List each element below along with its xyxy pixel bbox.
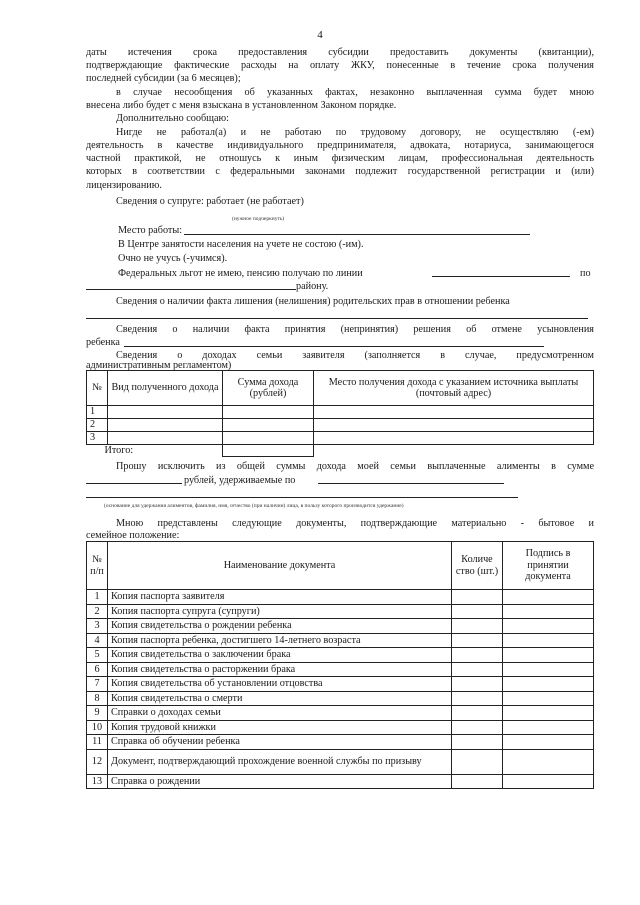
- income-cell[interactable]: [314, 419, 594, 432]
- study-line: Очно не учусь (-учимся).: [118, 253, 228, 264]
- spouse-info: Сведения о супруге: работает (не работает): [116, 196, 304, 207]
- docs-row: [87, 590, 594, 605]
- docs-row-name: Копия свидетельства об установлении отцовства: [108, 677, 452, 692]
- docs-sign-cell[interactable]: [503, 774, 594, 789]
- docs-sign-cell[interactable]: [503, 691, 594, 706]
- docs-row-name: Справка об обучении ребенка: [108, 735, 452, 750]
- docs-sign-cell[interactable]: [503, 619, 594, 634]
- text-line-5: внесена либо будет с меня взыскана в установленном Законом порядке.: [86, 100, 397, 111]
- workplace-field[interactable]: [184, 234, 530, 235]
- adoption-line: Сведения о наличии факта принятия (непринятия) решения об отмене усыновления: [116, 324, 594, 335]
- income-info-line: Сведения о доходах семьи заявителя (заполняется в случае, предусмотренном: [116, 350, 594, 361]
- docs-row: [87, 706, 594, 721]
- docs-row-name: Копия паспорта заявителя: [108, 590, 452, 605]
- text-line-6: Дополнительно сообщаю:: [116, 113, 229, 124]
- docs-row-num: 10: [87, 720, 108, 735]
- alimony-basis-field[interactable]: [318, 483, 504, 484]
- income-row-num: 2: [87, 419, 108, 432]
- docs-row-name: Документ, подтверждающий прохождение военной службы по призыву: [108, 749, 452, 774]
- docs-qty-cell[interactable]: [452, 691, 503, 706]
- docs-row-num: 3: [87, 619, 108, 634]
- income-cell[interactable]: [108, 432, 223, 445]
- docs-row: [87, 735, 594, 750]
- income-cell[interactable]: [314, 406, 594, 419]
- employment-center-line: В Центре занятости населения на учете не состою (-им).: [118, 239, 364, 250]
- docs-intro-line-2: семейное положение:: [86, 530, 180, 541]
- docs-sign-cell[interactable]: [503, 604, 594, 619]
- docs-row-name: Копия свидетельства о смерти: [108, 691, 452, 706]
- docs-row-num: 6: [87, 662, 108, 677]
- docs-sign-cell[interactable]: [503, 648, 594, 663]
- docs-row-num: 12: [87, 749, 108, 774]
- district-field[interactable]: [86, 289, 296, 290]
- income-info-line-2: административным регламентом): [86, 360, 232, 371]
- docs-col-num: № п/п: [87, 542, 108, 590]
- income-col-amount: Сумма дохода (рублей): [223, 371, 314, 406]
- alimony-rubles: рублей, удерживаемые по: [184, 475, 296, 486]
- docs-sign-cell[interactable]: [503, 706, 594, 721]
- docs-qty-cell[interactable]: [452, 619, 503, 634]
- docs-sign-cell[interactable]: [503, 720, 594, 735]
- docs-qty-cell[interactable]: [452, 735, 503, 750]
- docs-row: [87, 720, 594, 735]
- income-cell[interactable]: [223, 432, 314, 445]
- income-col-source: Место получения дохода с указанием источника выплаты (почтовый адрес): [314, 371, 594, 406]
- pension-line-field[interactable]: [432, 276, 570, 277]
- docs-qty-cell[interactable]: [452, 720, 503, 735]
- docs-qty-cell[interactable]: [452, 604, 503, 619]
- text-line-8: деятельность в качестве индивидуального предпринимателя, адвоката, нотариуса, занимающегося: [86, 140, 594, 151]
- docs-row: [87, 749, 594, 774]
- docs-col-qty: Количе ство (шт.): [452, 542, 503, 590]
- alimony-basis-field-2[interactable]: [86, 497, 518, 498]
- docs-row: [87, 691, 594, 706]
- alimony-line: Прошу исключить из общей суммы дохода моей семьи выплаченные алименты в сумме: [116, 461, 594, 472]
- text-line-4: в случае несообщения об указанных фактах, незаконно выплаченная сумма будет мною: [116, 87, 594, 98]
- text-line-10: которых в соответствии с федеральными законами подлежит государственной регистрации и (или): [86, 166, 594, 177]
- docs-row-num: 11: [87, 735, 108, 750]
- income-table: [86, 370, 594, 457]
- docs-qty-cell[interactable]: [452, 774, 503, 789]
- docs-row-num: 5: [87, 648, 108, 663]
- docs-col-sign: Подпись в принятии документа: [503, 542, 594, 590]
- docs-row-name: Справка о рождении: [108, 774, 452, 789]
- docs-qty-cell[interactable]: [452, 677, 503, 692]
- docs-row-num: 1: [87, 590, 108, 605]
- docs-sign-cell[interactable]: [503, 590, 594, 605]
- docs-qty-cell[interactable]: [452, 590, 503, 605]
- income-total-empty: [314, 445, 594, 457]
- docs-row: [87, 662, 594, 677]
- text-line-1: даты истечения срока предоставления субсидии предоставить документы (квитанции),: [86, 47, 594, 58]
- income-col-num: №: [87, 371, 108, 406]
- parental-rights-line: Сведения о наличии факта лишения (нелишения) родительских прав в отношении ребенка: [116, 296, 510, 307]
- income-cell[interactable]: [223, 406, 314, 419]
- docs-row-num: 7: [87, 677, 108, 692]
- docs-sign-cell[interactable]: [503, 735, 594, 750]
- documents-table: [86, 541, 594, 789]
- docs-row: [87, 677, 594, 692]
- docs-row-name: Копия свидетельства о расторжении брака: [108, 662, 452, 677]
- income-total-cell[interactable]: [223, 445, 314, 457]
- docs-row-name: Копия паспорта ребенка, достигшего 14-летнего возраста: [108, 633, 452, 648]
- income-cell[interactable]: [223, 419, 314, 432]
- page-number: 4: [317, 29, 323, 41]
- docs-row: [87, 604, 594, 619]
- income-row-num: 1: [87, 406, 108, 419]
- docs-qty-cell[interactable]: [452, 749, 503, 774]
- alimony-note: (основание для удержания алиментов, фамилия, имя, отчество (при наличии) лица, в пользу которого производится удержание): [104, 503, 404, 509]
- underline-note: (нужное подчеркнуть): [232, 216, 285, 222]
- docs-sign-cell[interactable]: [503, 677, 594, 692]
- adoption-child-label: ребенка: [86, 337, 120, 348]
- income-total-label: Итого:: [87, 445, 223, 457]
- docs-row-name: Копия свидетельства о заключении брака: [108, 648, 452, 663]
- text-line-9: частной практикой, не отношусь к иным физическим лицам, профессиональная деятельность: [86, 153, 594, 164]
- income-col-type: Вид полученного дохода: [108, 371, 223, 406]
- benefits-po: по: [580, 268, 591, 279]
- docs-qty-cell[interactable]: [452, 662, 503, 677]
- docs-row-num: 2: [87, 604, 108, 619]
- income-cell[interactable]: [314, 432, 594, 445]
- docs-qty-cell[interactable]: [452, 633, 503, 648]
- docs-row-name: Копия паспорта супруга (супруги): [108, 604, 452, 619]
- benefits-line: Федеральных льгот не имею, пенсию получаю по линии: [118, 268, 363, 279]
- text-line-11: лицензированию.: [86, 180, 162, 191]
- docs-row-name: Справки о доходах семьи: [108, 706, 452, 721]
- parental-rights-field[interactable]: [86, 318, 588, 319]
- text-line-7: Нигде не работал(а) и не работаю по трудовому договору, не осуществляю (-ем): [116, 127, 594, 138]
- docs-row-num: 13: [87, 774, 108, 789]
- text-line-2: подтверждающие фактические расходы на оплату ЖКУ, понесенные в течение срока получения: [86, 60, 594, 71]
- docs-row-num: 9: [87, 706, 108, 721]
- docs-row-num: 4: [87, 633, 108, 648]
- docs-row: [87, 774, 594, 789]
- text-line-3: последней субсидии (за 6 месяцев);: [86, 73, 241, 84]
- docs-row-name: Копия свидетельства о рождении ребенка: [108, 619, 452, 634]
- docs-row-name: Копия трудовой книжки: [108, 720, 452, 735]
- docs-sign-cell[interactable]: [503, 749, 594, 774]
- workplace-label: Место работы:: [118, 225, 183, 236]
- income-cell[interactable]: [108, 419, 223, 432]
- alimony-sum-field[interactable]: [86, 483, 182, 484]
- docs-row: [87, 619, 594, 634]
- docs-row: [87, 648, 594, 663]
- docs-col-name: Наименование документа: [108, 542, 452, 590]
- adoption-field[interactable]: [124, 346, 544, 347]
- docs-qty-cell[interactable]: [452, 706, 503, 721]
- docs-row: [87, 633, 594, 648]
- income-cell[interactable]: [108, 406, 223, 419]
- docs-qty-cell[interactable]: [452, 648, 503, 663]
- income-row-num: 3: [87, 432, 108, 445]
- docs-sign-cell[interactable]: [503, 633, 594, 648]
- docs-intro-line: Мною представлены следующие документы, подтверждающие материально - бытовое и: [116, 518, 594, 529]
- docs-sign-cell[interactable]: [503, 662, 594, 677]
- docs-row-num: 8: [87, 691, 108, 706]
- district-label: району.: [296, 281, 329, 292]
